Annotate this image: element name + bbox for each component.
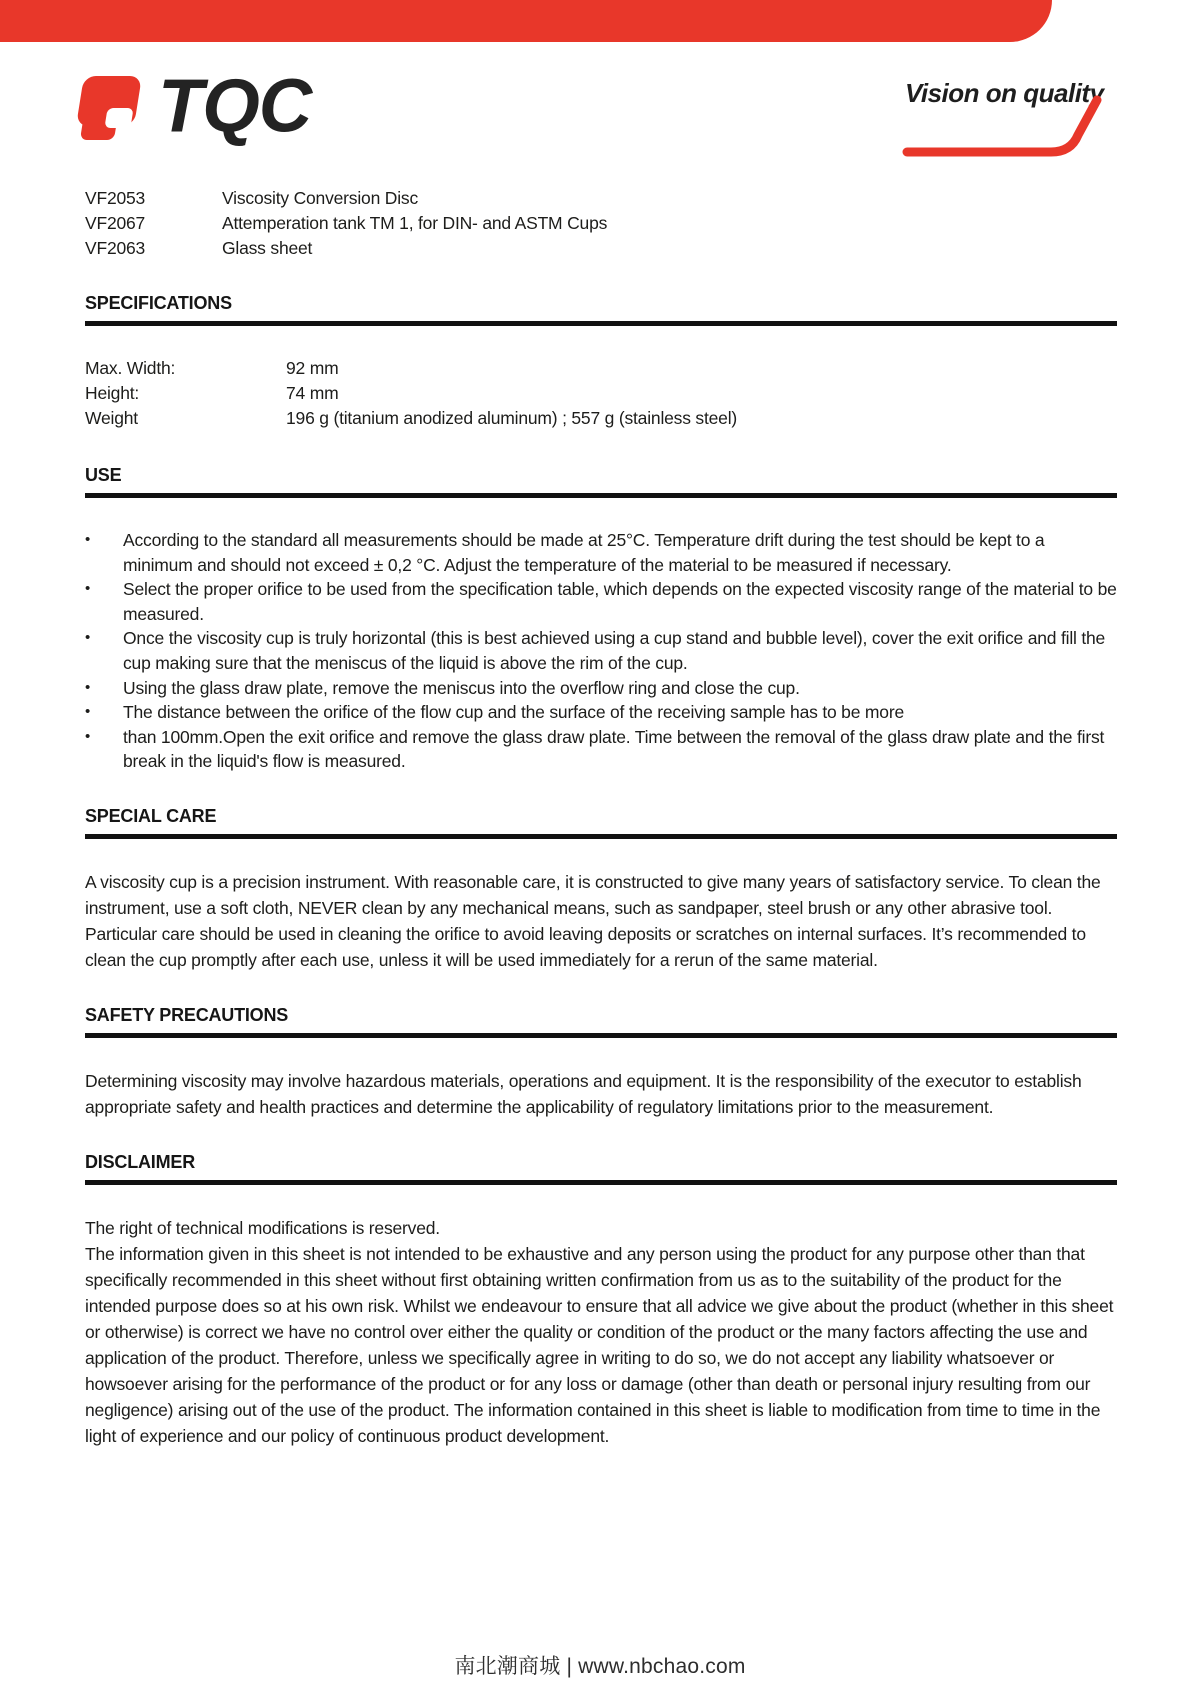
disclaimer-line1: The right of technical modifications is reserved. — [85, 1217, 440, 1238]
tqc-logo — [76, 63, 312, 148]
section-divider — [85, 1033, 1117, 1038]
bullet-text: Select the proper orifice to be used from the specification table, which depends on the expected viscosity range of the material to be measured. — [123, 579, 1117, 624]
bullet-icon: • — [85, 678, 91, 696]
tagline — [905, 78, 1120, 159]
use-bullet-list — [85, 528, 1117, 774]
product-name: Viscosity Conversion Disc — [222, 188, 418, 208]
product-code: VF2067 — [85, 213, 146, 233]
table-row — [85, 356, 1117, 381]
spec-label: Max. Width: — [85, 358, 176, 378]
spec-table — [85, 356, 1117, 431]
product-name: Glass sheet — [222, 238, 313, 258]
section-divider — [85, 493, 1117, 498]
section-title: DISCLAIMER — [85, 1151, 195, 1172]
list-item — [85, 528, 1117, 577]
section-title: SAFETY PRECAUTIONS — [85, 1004, 289, 1025]
spec-value: 196 g (titanium anodized aluminum) ; 557 g (stainless steel) — [286, 408, 738, 428]
product-code: VF2053 — [85, 188, 146, 208]
spec-label: Weight — [85, 408, 138, 428]
section-title: SPECIFICATIONS — [85, 293, 232, 313]
product-name: Attemperation tank TM 1, for DIN- and ASTM Cups — [222, 213, 608, 233]
section-safety-precautions — [85, 1005, 1117, 1120]
section-divider — [85, 834, 1117, 839]
table-row — [85, 381, 1117, 406]
footer-site-credit: 南北潮商城 | www.nbchao.com — [454, 1655, 746, 1678]
list-item — [85, 676, 1117, 701]
list-item — [85, 236, 1117, 261]
bullet-icon: • — [85, 531, 91, 548]
header-red-band — [0, 0, 1052, 42]
bullet-text: Using the glass draw plate, remove the meniscus into the overflow ring and close the cup. — [123, 677, 800, 698]
table-row — [85, 406, 1117, 431]
bullet-icon: • — [85, 629, 91, 647]
section-specifications — [85, 293, 1117, 431]
bullet-icon: • — [85, 727, 91, 745]
section-disclaimer — [85, 1152, 1117, 1449]
accessory-list — [85, 186, 1117, 261]
document-content — [85, 186, 1117, 1449]
disclaimer-body: The information given in this sheet is not intended to be exhaustive and any person using the product for any purpose other than that specifically recommended in this sheet without first obtaining written confirmation from us as to the suitability of the product for the intended purpose does so at his own risk. Whilst we endeavour to ensure that all advice we give about the product (whether in this sheet or otherwise) is correct we have no control over either the quality or condition of the product or the many factors affecting the use and application of the product. Therefore, unless we specifically agree in writing to do so, we do not accept any liability whatsoever or howsoever arising for the performance of the product or for any loss or damage (other than death or personal injury resulting from our negligence) arising out of the use of the product. The information contained in this sheet is liable to modification from time to time in the light of experience and our policy of continuous product development. — [85, 1243, 1114, 1446]
bullet-text: Once the viscosity cup is truly horizontal (this is best achieved using a cup stand and bubble level), cover the exit orifice and fill the cup making sure that the meniscus of the liquid is above the rim of the cup. — [123, 628, 1106, 673]
list-item — [85, 211, 1117, 236]
spec-label: Height: — [85, 383, 140, 403]
list-item — [85, 626, 1117, 675]
list-item — [85, 577, 1117, 626]
section-use — [85, 465, 1117, 774]
list-item — [85, 186, 1117, 211]
bullet-icon: • — [85, 580, 91, 598]
list-item — [85, 725, 1117, 774]
section-body: A viscosity cup is a precision instrument. With reasonable care, it is constructed to give many years of satisfactory service. To clean the instrument, use a soft cloth, NEVER clean by any mechanical means, such as sandpaper, steel brush or any other abrasive tool. Particular care should be used in cleaning the orifice to avoid leaving deposits or scratches on internal surfaces. It’s recommended to clean the cup promptly after each use, unless it will be used immediately for a rerun of the same material. — [85, 871, 1101, 970]
list-item — [85, 700, 1117, 725]
spec-value: 92 mm — [286, 358, 339, 378]
bullet-text: than 100mm.Open the exit orifice and remove the glass draw plate. Time between the removal of the glass draw plate and the first break in the liquid's flow is measured. — [123, 726, 1105, 772]
bullet-text: The distance between the orifice of the flow cup and the surface of the receiving sample has to be more — [123, 702, 904, 723]
tagline-text: Vision on quality — [905, 78, 1104, 108]
tqc-logo-text: TQC — [158, 63, 312, 148]
section-body: Determining viscosity may involve hazardous materials, operations and equipment. It is the responsibility of the executor to establish appropriate safety and health practices and determine the applicability of regulatory limitations prior to the measurement. — [85, 1070, 1082, 1117]
spec-value: 74 mm — [286, 383, 339, 403]
section-title: SPECIAL CARE — [85, 805, 217, 826]
bullet-icon: • — [85, 703, 91, 721]
section-divider — [85, 1180, 1117, 1185]
section-special-care — [85, 806, 1117, 973]
product-code: VF2063 — [85, 238, 146, 258]
section-title: USE — [85, 465, 122, 485]
tqc-logo-icon — [76, 74, 142, 142]
bullet-text: According to the standard all measurements should be made at 25°C. Temperature drift during the test should be kept to a minimum and should not exceed ± 0,2 °C. Adjust the temperature of the material to be measured if necessary. — [123, 530, 1045, 575]
section-divider — [85, 321, 1117, 326]
